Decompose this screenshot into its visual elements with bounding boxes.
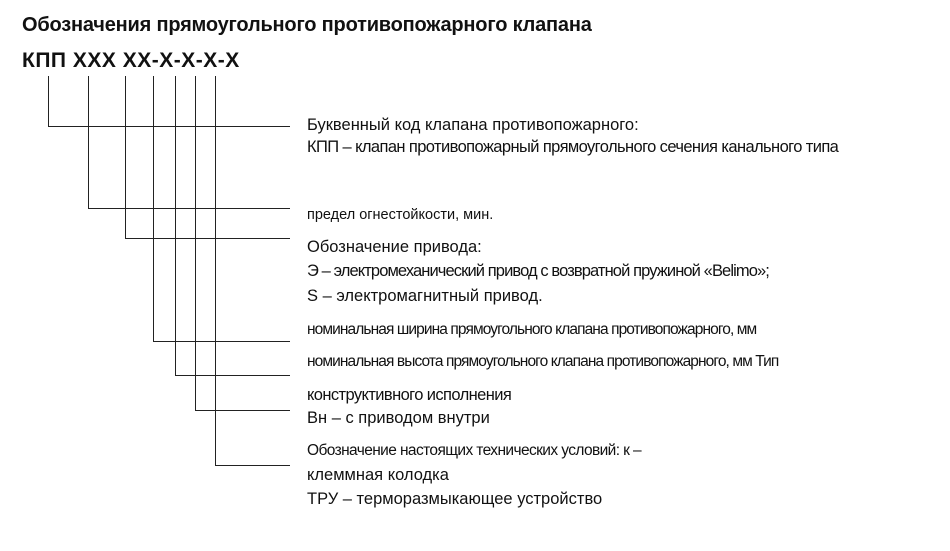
desc-nominal-height: номинальная высота прямоугольного клапана противопожарного, мм Тип: [307, 353, 779, 370]
desc-thermal-release-device: ТРУ – терморазмыкающее устройство: [307, 490, 603, 508]
desc-fire-resistance: предел огнестойкости, мин.: [307, 207, 494, 223]
desc-actuator-heading: Обозначение привода:: [307, 238, 482, 256]
leader-line-tech-conditions: [216, 76, 291, 466]
leader-line-fire-resistance: [89, 76, 291, 209]
desc-letter-code-heading: Буквенный код клапана противопожарного:: [307, 116, 639, 134]
diagram-title: Обозначения прямоугольного противопожарного клапана: [22, 14, 592, 36]
desc-nominal-width: номинальная ширина прямоугольного клапана противопожарного, мм: [307, 321, 757, 338]
desc-terminal-box: клеммная колодка: [307, 466, 449, 484]
desc-tech-conditions-heading: Обозначение настоящих технических условий: к –: [307, 442, 642, 459]
desc-letter-code-detail: КПП – клапан противопожарный прямоугольного сечения канального типа: [307, 138, 839, 156]
leader-line-height: [176, 76, 291, 376]
desc-design-heading: конструктивного исполнения: [307, 386, 512, 404]
desc-design-internal-actuator: Вн – с приводом внутри: [307, 409, 490, 427]
designation-code: КПП XXX XX-X-X-X-X: [22, 49, 240, 72]
desc-actuator-electromechanical: Э – электромеханический привод с возвратной пружиной «Belimo»;: [307, 262, 769, 280]
leader-line-actuator: [126, 76, 291, 239]
desc-actuator-electromagnetic: S – электромагнитный привод.: [307, 287, 543, 305]
leader-line-letter-code: [49, 76, 291, 127]
